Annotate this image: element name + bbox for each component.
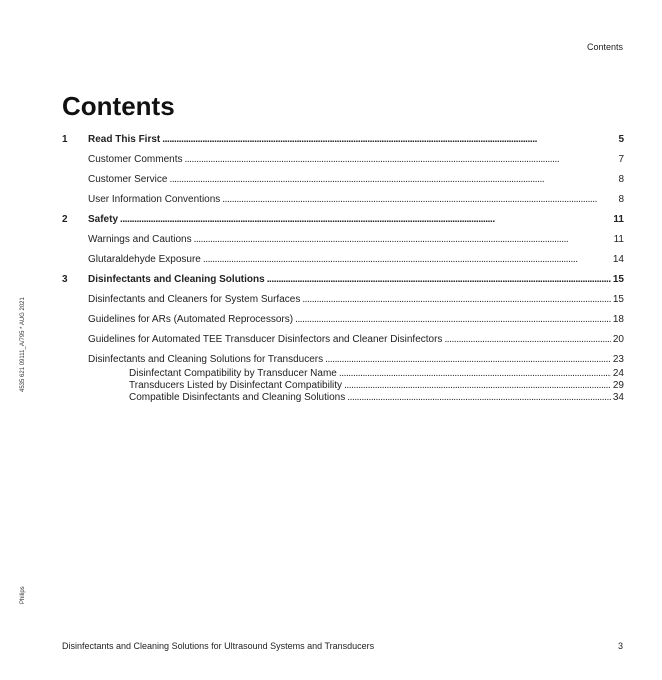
toc-entry-title: Disinfectant Compatibility by Transducer Name <box>129 368 337 379</box>
toc-entry-section[interactable] <box>62 314 624 328</box>
toc-entry-section[interactable] <box>62 354 624 368</box>
toc-entry-title: Guidelines for Automated TEE Transducer Disinfectors and Cleaner Disinfectors <box>88 334 443 345</box>
toc-dot-leader <box>295 314 611 325</box>
toc-entry-title: Transducers Listed by Disinfectant Compatibility <box>129 380 343 391</box>
toc-entry-page: 20 <box>612 334 624 345</box>
document-number: 4535 621 09111_A/795 * AUG 2021 <box>20 297 26 392</box>
toc-dot-leader <box>162 134 612 145</box>
toc-dot-leader <box>169 174 612 185</box>
toc-entry-title: Warnings and Cautions <box>88 234 192 245</box>
toc-entry-chapter[interactable] <box>62 134 624 148</box>
toc-entry-section[interactable] <box>62 334 624 348</box>
toc-entry-section[interactable] <box>62 254 624 268</box>
toc-entry-page: 23 <box>612 354 624 365</box>
toc-dot-leader <box>339 368 611 379</box>
toc-entry-title: Guidelines for ARs (Automated Reprocessors) <box>88 314 294 325</box>
toc-entry-page: 15 <box>612 294 624 305</box>
toc-entry-number: 3 <box>62 274 68 285</box>
toc-entry-sub[interactable] <box>62 392 624 404</box>
toc-entry-page: 11 <box>613 214 624 225</box>
footer-title: Disinfectants and Cleaning Solutions for Ultrasound Systems and Transducers <box>62 641 375 651</box>
toc-entry-section[interactable] <box>62 294 624 308</box>
toc-entry-title: Disinfectants and Cleaners for System Surfaces <box>88 294 301 305</box>
toc-dot-leader <box>344 380 611 391</box>
toc-entry-title: User Information Conventions <box>88 194 221 205</box>
toc-entry-page: 11 <box>613 234 624 245</box>
toc-entry-number: 2 <box>62 214 68 225</box>
toc-entry-page: 18 <box>612 314 624 325</box>
table-of-contents <box>62 134 624 404</box>
toc-dot-leader <box>120 214 611 225</box>
toc-entry-sub[interactable] <box>62 380 624 392</box>
toc-entry-title: Safety <box>88 214 119 225</box>
toc-dot-leader <box>444 334 610 345</box>
toc-entry-page: 29 <box>612 380 624 391</box>
toc-entry-page: 8 <box>618 174 624 185</box>
toc-entry-page: 34 <box>612 392 624 403</box>
toc-entry-chapter[interactable] <box>62 214 624 228</box>
footer-page-number: 3 <box>617 641 623 651</box>
toc-entry-title: Read This First <box>88 134 161 145</box>
toc-entry-title: Customer Comments <box>88 154 183 165</box>
toc-dot-leader <box>267 274 611 285</box>
toc-entry-page: 15 <box>612 274 624 285</box>
toc-dot-leader <box>203 254 611 265</box>
toc-entry-title: Compatible Disinfectants and Cleaning Solutions <box>129 392 346 403</box>
toc-entry-page: 5 <box>618 134 624 145</box>
toc-entry-title: Disinfectants and Cleaning Solutions <box>88 274 265 285</box>
toc-dot-leader <box>325 354 611 365</box>
running-header: Contents <box>586 42 623 52</box>
toc-entry-section[interactable] <box>62 154 624 168</box>
toc-dot-leader <box>302 294 611 305</box>
page-title: Contents <box>62 91 175 121</box>
toc-dot-leader <box>194 234 612 245</box>
toc-entry-section[interactable] <box>62 234 624 248</box>
toc-entry-title: Customer Service <box>88 174 168 185</box>
toc-entry-page: 24 <box>612 368 624 379</box>
toc-entry-chapter[interactable] <box>62 274 624 288</box>
toc-entry-number: 1 <box>62 134 68 145</box>
toc-entry-page: 7 <box>618 154 624 165</box>
toc-dot-leader <box>222 194 612 205</box>
toc-dot-leader <box>347 392 611 403</box>
toc-dot-leader <box>184 154 612 165</box>
toc-entry-section[interactable] <box>62 174 624 188</box>
toc-entry-section[interactable] <box>62 194 624 208</box>
toc-entry-page: 8 <box>618 194 624 205</box>
toc-entry-page: 14 <box>612 254 624 265</box>
toc-entry-sub[interactable] <box>62 368 624 380</box>
toc-entry-title: Disinfectants and Cleaning Solutions for Transducers <box>88 354 324 365</box>
toc-entry-title: Glutaraldehyde Exposure <box>88 254 201 265</box>
brand-label: Philips <box>20 586 26 604</box>
